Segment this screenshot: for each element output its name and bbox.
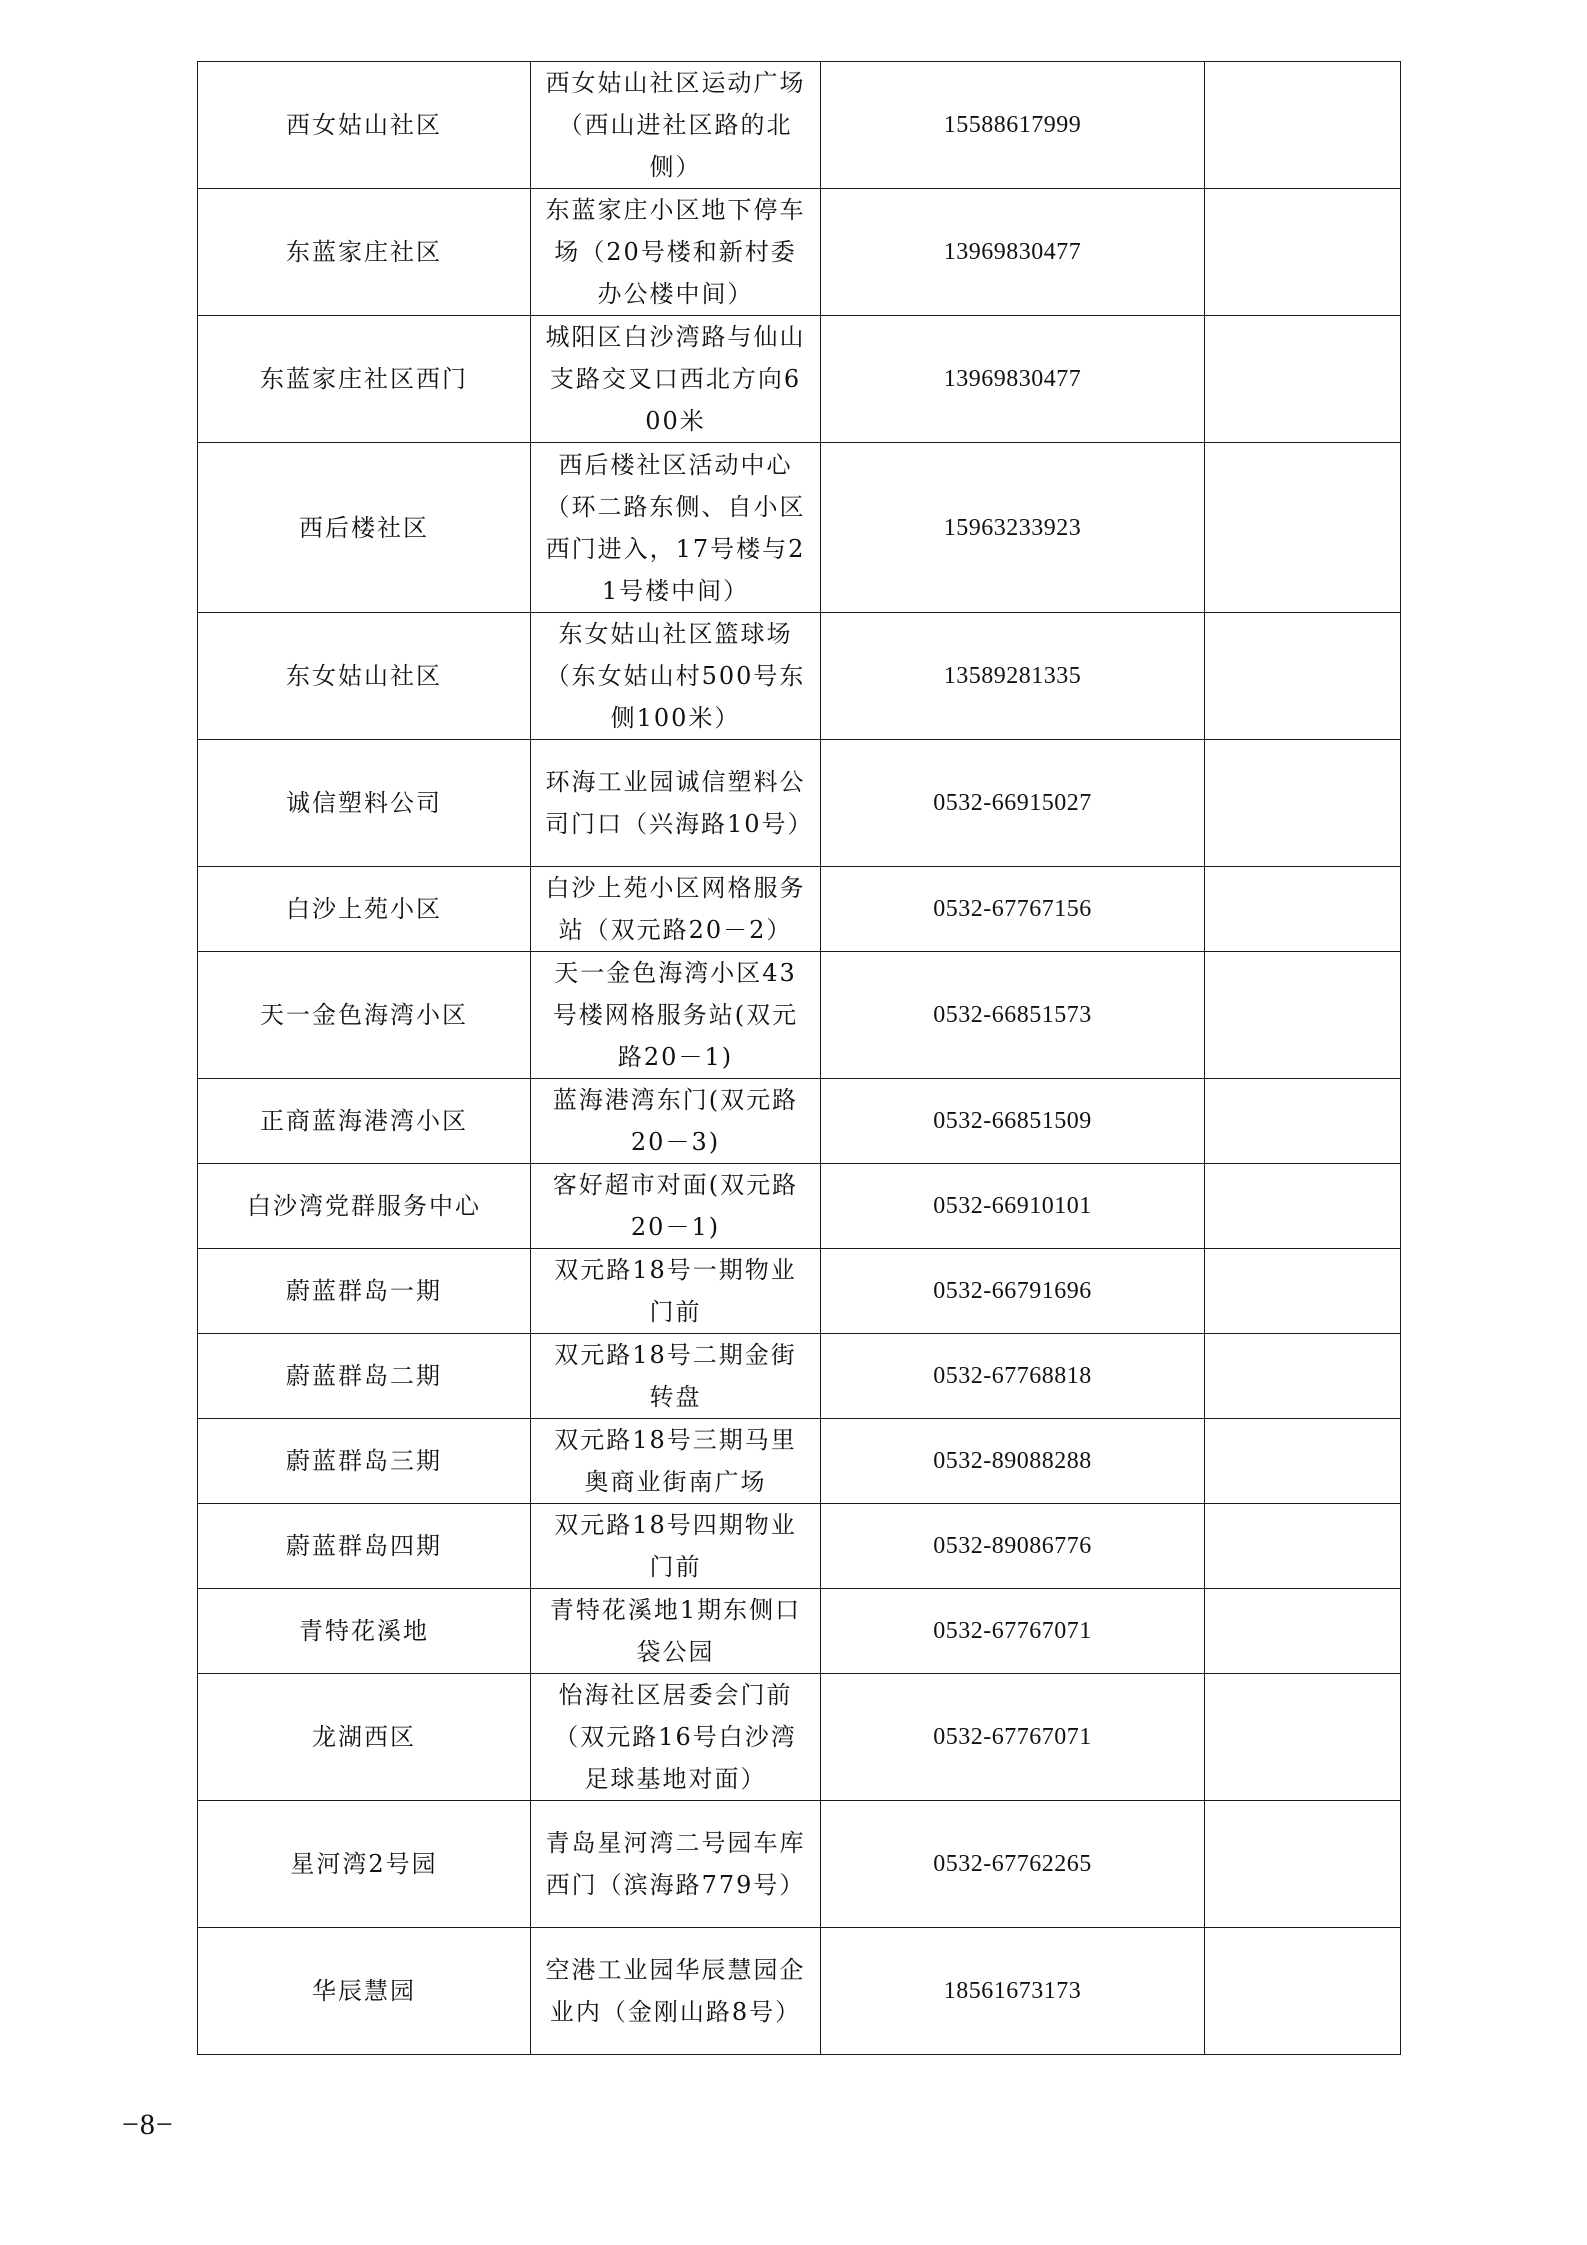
table-row [198,1589,1401,1674]
site-phone-cell: 0532-67767156 [821,867,1205,952]
site-address-cell: 环海工业园诚信塑料公司门口（兴海路10号） [531,740,821,867]
site-note-cell [1205,189,1401,316]
site-note-cell [1205,867,1401,952]
site-address-cell: 蓝海港湾东门(双元路20－3) [531,1079,821,1164]
table-row [198,316,1401,443]
site-name-cell: 西女姑山社区 [198,62,531,189]
table-row [198,867,1401,952]
site-name-cell: 天一金色海湾小区 [198,952,531,1079]
site-address-cell: 城阳区白沙湾路与仙山支路交叉口西北方向600米 [531,316,821,443]
table-row [198,613,1401,740]
site-phone-cell: 13969830477 [821,189,1205,316]
site-phone-cell: 0532-66851509 [821,1079,1205,1164]
site-phone-cell: 0532-66851573 [821,952,1205,1079]
site-note-cell [1205,740,1401,867]
table-row [198,1504,1401,1589]
site-phone-cell: 18561673173 [821,1928,1205,2055]
site-note-cell [1205,1801,1401,1928]
site-phone-cell: 0532-89088288 [821,1419,1205,1504]
table-row [198,1419,1401,1504]
site-name-cell: 正商蓝海港湾小区 [198,1079,531,1164]
site-note-cell [1205,1589,1401,1674]
table-row [198,1079,1401,1164]
site-address-cell: 双元路18号一期物业门前 [531,1249,821,1334]
site-address-cell: 双元路18号三期马里奥商业街南广场 [531,1419,821,1504]
table-row [198,1928,1401,2055]
site-phone-cell: 0532-67762265 [821,1801,1205,1928]
site-name-cell: 白沙上苑小区 [198,867,531,952]
table-row [198,1674,1401,1801]
site-address-cell: 怡海社区居委会门前（双元路16号白沙湾足球基地对面） [531,1674,821,1801]
site-note-cell [1205,1164,1401,1249]
site-address-cell: 西后楼社区活动中心（环二路东侧、自小区西门进入，17号楼与21号楼中间） [531,443,821,613]
site-name-cell: 蔚蓝群岛二期 [198,1334,531,1419]
site-note-cell [1205,1249,1401,1334]
site-name-cell: 白沙湾党群服务中心 [198,1164,531,1249]
table-row [198,1334,1401,1419]
table-row [198,62,1401,189]
table-row [198,1249,1401,1334]
site-name-cell: 东女姑山社区 [198,613,531,740]
site-note-cell [1205,1504,1401,1589]
site-phone-cell: 0532-67767071 [821,1674,1205,1801]
site-phone-cell: 0532-89086776 [821,1504,1205,1589]
site-address-cell: 天一金色海湾小区43号楼网格服务站(双元路20－1) [531,952,821,1079]
site-name-cell: 星河湾2号园 [198,1801,531,1928]
site-name-cell: 西后楼社区 [198,443,531,613]
site-address-cell: 东蓝家庄小区地下停车场（20号楼和新村委办公楼中间） [531,189,821,316]
site-address-cell: 东女姑山社区篮球场（东女姑山村500号东侧100米） [531,613,821,740]
site-phone-cell: 0532-66910101 [821,1164,1205,1249]
site-address-cell: 客好超市对面(双元路20－1) [531,1164,821,1249]
table-row [198,443,1401,613]
site-table-body [198,62,1401,2055]
site-name-cell: 华辰慧园 [198,1928,531,2055]
site-phone-cell: 0532-66791696 [821,1249,1205,1334]
site-phone-cell: 13589281335 [821,613,1205,740]
site-note-cell [1205,1674,1401,1801]
site-address-cell: 青特花溪地1期东侧口袋公园 [531,1589,821,1674]
table-row [198,740,1401,867]
site-name-cell: 蔚蓝群岛四期 [198,1504,531,1589]
site-note-cell [1205,1928,1401,2055]
site-note-cell [1205,443,1401,613]
site-phone-cell: 0532-67768818 [821,1334,1205,1419]
site-address-cell: 空港工业园华辰慧园企业内（金刚山路8号） [531,1928,821,2055]
site-note-cell [1205,952,1401,1079]
table-row [198,952,1401,1079]
table-row [198,189,1401,316]
table-row [198,1164,1401,1249]
site-address-cell: 白沙上苑小区网格服务站（双元路20－2） [531,867,821,952]
site-address-cell: 青岛星河湾二号园车库西门（滨海路779号） [531,1801,821,1928]
site-note-cell [1205,1079,1401,1164]
site-name-cell: 龙湖西区 [198,1674,531,1801]
site-address-cell: 双元路18号四期物业门前 [531,1504,821,1589]
site-note-cell [1205,1334,1401,1419]
site-name-cell: 蔚蓝群岛一期 [198,1249,531,1334]
site-name-cell: 东蓝家庄社区西门 [198,316,531,443]
site-phone-cell: 13969830477 [821,316,1205,443]
site-note-cell [1205,1419,1401,1504]
site-phone-cell: 0532-67767071 [821,1589,1205,1674]
site-address-cell: 双元路18号二期金街转盘 [531,1334,821,1419]
site-phone-cell: 0532-66915027 [821,740,1205,867]
site-phone-cell: 15963233923 [821,443,1205,613]
site-name-cell: 蔚蓝群岛三期 [198,1419,531,1504]
table-row [198,1801,1401,1928]
site-name-cell: 青特花溪地 [198,1589,531,1674]
site-phone-cell: 15588617999 [821,62,1205,189]
site-note-cell [1205,62,1401,189]
site-note-cell [1205,316,1401,443]
site-address-cell: 西女姑山社区运动广场（西山进社区路的北侧） [531,62,821,189]
site-note-cell [1205,613,1401,740]
page-number: −8− [122,2108,174,2141]
site-name-cell: 东蓝家庄社区 [198,189,531,316]
site-table [197,61,1401,2055]
site-name-cell: 诚信塑料公司 [198,740,531,867]
